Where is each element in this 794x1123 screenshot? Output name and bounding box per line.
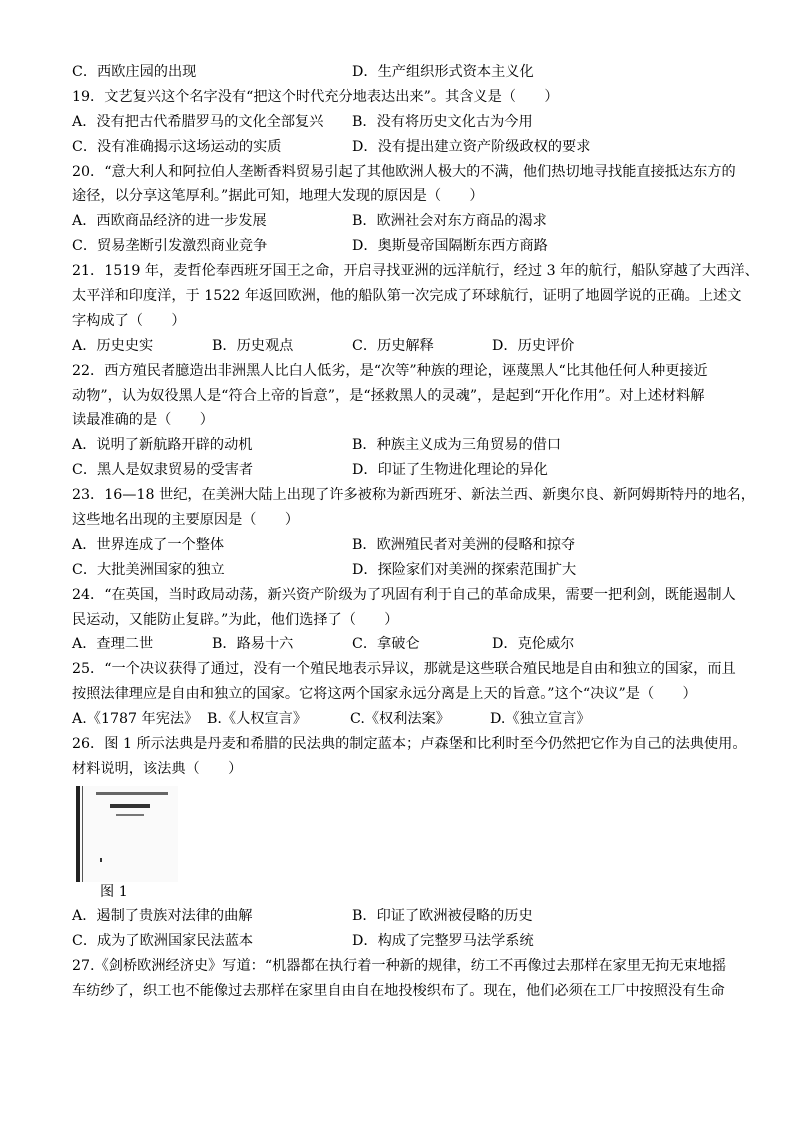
q25-stem-line-2: 按照法律理应是自由和独立的国家。它将这两个国家永远分离是上天的旨意。”这个“决议”是（ ） [72,686,697,703]
option-c: C．历史解释 [352,337,434,354]
option-c: C．成为了欧洲国家民法蓝本 [72,932,254,949]
q22-options-row-1 [72,433,732,458]
option-d: D．探险家们对美洲的探索范围扩大 [352,561,577,578]
q26-stem-line-2: 材料说明，该法典（ ） [72,760,243,777]
option-d: D．生产组织形式资本主义化 [352,64,534,80]
exam-page [72,60,759,1003]
option-d: D.《独立宣言》 [490,711,591,728]
q24-options-row [72,632,732,657]
option-c: C．西欧庄园的出现 [72,64,197,80]
q21-stem-line-2: 太平洋和印度洋，于 1522 年返回欧洲，他的船队第一次完成了环球航行，证明了地圆学说的正确。上述文 [72,288,742,305]
q19-stem: 19．文艺复兴这个名字没有“把这个时代充分地表达出来”。其含义是（ ） [72,88,559,105]
option-d: D．历史评价 [492,337,575,354]
figure-caption: 图 1 [100,883,128,900]
option-d: D．印证了生物进化理论的异化 [352,462,548,479]
q19-options-row-1 [72,110,732,135]
q22-stem-line-3: 读最准确的是（ ） [72,412,214,429]
q20-stem-line-2: 途径，以分享这笔厚利。”据此可知，地理大发现的原因是（ ） [72,188,484,205]
option-b: B.《人权宣言》 [207,711,308,728]
q26-options-row-1 [72,904,732,929]
option-a: A．没有把古代希腊罗马的文化全部复兴 [72,113,324,130]
option-a: A.《1787 年宪法》 [72,711,199,728]
option-a: A．世界连成了一个整体 [72,536,225,553]
q20-options-row-1 [72,209,732,234]
q25-stem-line-1: 25．“一个决议获得了通过，没有一个殖民地表示异议，那就是这些联合殖民地是自由和独立的国家，而且 [72,661,736,678]
option-d: D．克伦威尔 [492,636,575,653]
q23-stem-line-1: 23．16—18 世纪，在美洲大陆上出现了许多被称为新西班牙、新法兰西、新奥尔良、新阿姆斯特丹的地名， [72,487,755,504]
q27-stem-line-1: 27.《剑桥欧洲经济史》写道：“机器都在执行着一种新的规律，纺工不再像过去那样在家里无拘无束地摇 [72,957,727,974]
option-c: C．贸易垄断引发激烈商业竞争 [72,238,268,255]
option-b: B．印证了欧洲被侵略的历史 [352,907,533,924]
option-d: D．没有提出建立资产阶级政权的要求 [352,138,591,155]
q22-stem-line-1: 22．西方殖民者臆造出非洲黑人比白人低劣，是“次等”种族的理论，诬蔑黑人“比其他任何人种更接近 [72,362,708,379]
option-b: B．种族主义成为三角贸易的借口 [352,437,562,454]
option-b: B．欧洲殖民者对美洲的侵略和掠夺 [352,536,576,553]
q27-stem-line-2: 车纺纱了，织工也不能像过去那样在家里自由自在地投梭织布了。现在，他们必须在工厂中按照没有生命 [72,982,725,999]
option-d: D．构成了完整罗马法学系统 [352,932,534,949]
option-c: C．拿破仑 [352,636,420,653]
option-c: C.《权利法案》 [350,711,450,728]
q24-stem-line-2: 民运动，又能防止复辟。”为此，他们选择了（ ） [72,611,399,628]
q22-options-row-2 [72,458,732,483]
option-c: C．大批美洲国家的独立 [72,561,225,578]
option-c: C．黑人是奴隶贸易的受害者 [72,462,254,479]
q23-options-row-2 [72,558,732,583]
option-a: A．说明了新航路开辟的动机 [72,437,253,454]
q18-options-row [72,60,732,85]
option-a: A．查理二世 [72,636,154,653]
option-b: B．路易十六 [212,636,294,653]
option-d: D．奥斯曼帝国隔断东西方商路 [352,238,548,255]
figure-1 [72,786,732,904]
option-b: B．没有将历史文化古为今用 [352,113,533,130]
q23-options-row-1 [72,533,732,558]
q24-stem-line-1: 24．“在英国，当时政局动荡，新兴资产阶级为了巩固有利于自己的革命成果，需要一把利剑，既能遏制人 [72,586,736,603]
q25-options-row [72,707,732,732]
q21-stem-line-1: 21．1519 年，麦哲伦奉西班牙国王之命，开启寻找亚洲的远洋航行，经过 3 年的航行，船队穿越了大西洋、 [72,263,759,280]
option-a: A．历史史实 [72,337,154,354]
option-c: C．没有准确揭示这场运动的实质 [72,138,282,155]
option-a: A．遏制了贵族对法律的曲解 [72,907,253,924]
option-a: A．西欧商品经济的进一步发展 [72,213,267,230]
q19-options-row-2 [72,135,732,160]
q21-stem-line-3: 字构成了（ ） [72,312,186,329]
code-book-image [76,786,178,882]
option-b: B．历史观点 [212,337,294,354]
option-b: B．欧洲社会对东方商品的渴求 [352,213,547,230]
q26-options-row-2 [72,929,732,954]
q20-options-row-2 [72,234,732,259]
q21-options-row [72,334,732,359]
q23-stem-line-2: 这些地名出现的主要原因是（ ） [72,512,300,529]
q22-stem-line-2: 动物”，认为奴役黑人是“符合上帝的旨意”，是“拯救黑人的灵魂”，是起到“开化作用”。对上述材料解 [72,387,705,404]
q26-stem-line-1: 26．图 1 所示法典是丹麦和希腊的民法典的制定蓝本；卢森堡和比利时至今仍然把它作为自己的法典使用。 [72,736,747,753]
q20-stem-line-1: 20．“意大利人和阿拉伯人垄断香料贸易引起了其他欧洲人极大的不满，他们热切地寻找能直接抵达东方的 [72,163,736,180]
